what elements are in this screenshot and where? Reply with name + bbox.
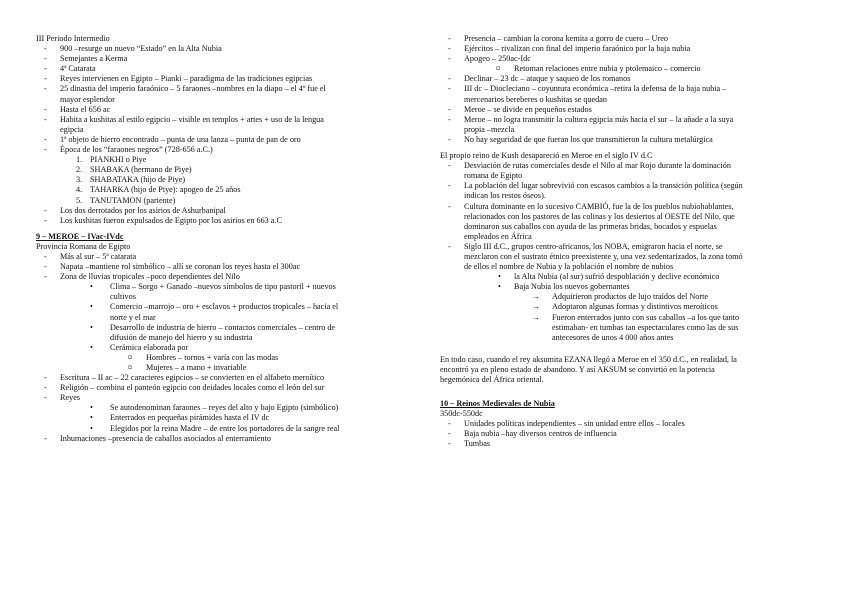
arrow-right-icon: → <box>532 312 541 322</box>
list-item: - III dc – Diocleciano – coyuntura económica –retira la defensa de la baja nubia – <box>440 84 812 94</box>
ceramica-item: ¤ Hombres – tornos + varía con las modas <box>128 352 279 362</box>
bullet-continuation: difusión de manejo del hierro y su industria <box>110 332 253 342</box>
list-item: - Más al sur – 5ª catarata <box>36 252 408 262</box>
ceramica-item: ¤ Mujeres – a mano + invariable <box>128 363 247 372</box>
gobernantes-item: → Adquirieron productos de lujo traídos del Norte <box>532 292 708 302</box>
pharaoh-item: 1. PIANKHI o Piye <box>76 155 147 165</box>
bullet-continuation: norte y el mar <box>110 312 156 322</box>
list-item: - Baja nubia –hay diversos centros de influencia <box>440 429 812 439</box>
section-10-title: 10 – Reinos Medievales de Nubia <box>440 399 555 409</box>
bullet-item: • Desarrollo de industria de hierro – contactos comerciales – centro de <box>36 323 408 333</box>
arrow-right-icon: → <box>532 302 541 312</box>
list-item: - Napata –mantiene rol simbólico – allí se coronan los reyes hasta el 300ac <box>36 262 408 272</box>
kush-intro: El propio reino de Kush desapareció en Meroe en el siglo IV d.C <box>440 151 653 161</box>
list-item: - Inhumaciones –presencia de caballos asociados al enterramiento <box>36 434 408 444</box>
bullet-item: • Clima – Sorgo + Ganado –nuevos símbolos de tipo pastoril + nuevos <box>36 282 408 292</box>
ezana-paragraph-line: En todo caso, cuando el rey aksumita EZANA llegó a Meroe en el 350 d.C., en realidad, la <box>440 354 737 364</box>
sub-item: ¤ Retoman relaciones entre nubia y ptolemaico – comercio <box>496 64 701 74</box>
arrow-bullet-icon: ¤ <box>128 352 133 362</box>
list-item: - No hay seguridad de que fueran los que transmitieron la cultura metalúrgica <box>440 135 812 145</box>
list-item-continuation: mezclaron con el sustrato étnico preexistente y, una vez sedentarizados, la zona tomó <box>464 251 743 261</box>
list-item: - 25 dinastia del imperio faraónico – 5 faraones –nombres en la diapo – el 4º fue el <box>36 84 408 94</box>
list-item: - Cultura dominante en lo sucesivo CAMBIÓ, fue la de los pueblos nubiohablantes, <box>440 202 812 212</box>
pharaoh-item: 4. TAHARKA (hijo de Piye): apogeo de 25 años <box>76 185 241 195</box>
list-item: - Tumbas <box>440 439 812 449</box>
list-item: - Reyes intervienen en Egipto – Pianki – paradigma de las tradiciones egipcias <box>36 74 408 84</box>
list-item-continuation: dominaron sus caballos con ayuda de las primeras bridas, bocados y espuelas <box>464 221 717 231</box>
ezana-paragraph-line: hegemónica del África oriental. <box>440 375 544 384</box>
list-item: - Ejércitos – rivalizan con final del imperio faraónico por la baja nubia <box>440 44 812 54</box>
list-item-continuation: egipcia <box>60 124 84 134</box>
bullet-continuation: cultivos <box>110 292 136 302</box>
list-item-continuation: relacionados con los pastores de las colinas y los desiertos al OESTE del Nilo, que <box>464 211 735 221</box>
list-item-continuation: mercenarios bereberes o kushitas se quedan <box>464 94 607 104</box>
section-9-title: 9 – MEROE – IVac-IVdc <box>36 231 124 241</box>
bullet-item: • Enterrados en pequeñas pirámides hasta el IV dc <box>36 413 408 423</box>
list-item: - Época de los “faraones negros” (728-656 a.C.) <box>36 145 408 155</box>
bullet-item: • Cerámica elaborada por <box>36 343 408 353</box>
list-item: - Reyes <box>36 393 408 403</box>
list-item: - Unidades políticas independientes – sin unidad entre ellos – locales <box>440 419 812 429</box>
gobernantes-continuation: estimaban- en tumbas tan espectaculares como las de sus <box>552 322 739 332</box>
pharaoh-item: 2. SHABAKA (hermano de Piye) <box>76 165 192 175</box>
gobernantes-continuation: antecesores de unos 4 000 años antes <box>552 332 674 342</box>
list-item-continuation: de ellos el nombre de Nubia y la población el nombre de nubios <box>464 262 674 272</box>
list-item: - Habita a kushitas al estilo egipcio – visible en templos + artes + uso de la lengua <box>36 115 408 125</box>
left-column <box>36 34 408 444</box>
list-item: - Los dos derrotados por los asirios de Ashurbanipal <box>36 206 408 216</box>
list-item: - Meroe – no logra transmitir la cultura egipcia más hacia el sur – la añade a la suya <box>440 115 812 125</box>
list-item-continuation: mayor esplendor <box>60 94 115 104</box>
list-item: - Meroe – se divide en pequeños estados <box>440 105 812 115</box>
list-item: - Los kushitas fueron expulsados de Egipto por los asirios en 663 a.C <box>36 216 408 226</box>
pharaoh-item: 5. TANUTAMON (pariente) <box>76 195 176 205</box>
list-item: - 900 –resurge un nuevo “Estado” en la Alta Nubia <box>36 44 408 54</box>
list-item: - Escritura – II ac – 22 caracteres egipcios – se convierten en el alfabeto meroítico <box>36 373 408 383</box>
list-item: - Apogeo – 250ac-Idc <box>440 54 812 64</box>
gobernantes-item: → Adoptaron algunas formas y distintivos meroíticos <box>532 302 718 312</box>
arrow-right-icon: → <box>532 292 541 302</box>
bullet-item: • la Alta Nubia (al sur) sufrió despoblación y declive económico <box>440 272 812 282</box>
list-item: - Religión – combina el panteón egipcio con deidades locales como el león del sur <box>36 383 408 393</box>
list-item: - Presencia – cambian la corona kemita a gorro de cuero – Ureo <box>440 34 812 44</box>
list-item: - 1ª objeto de hierro encontrado – punta de una lanza – punta de pan de oro <box>36 135 408 145</box>
list-item: - Hasta el 656 ac <box>36 105 408 115</box>
pharaoh-item: 3. SHABATAKA (hijo de Piye) <box>76 175 186 185</box>
list-item-continuation: romana de Egipto <box>464 171 523 181</box>
list-item: - Siglo III d.C., grupos centro-africanos, los NOBA, emigraron hacia el norte, se <box>440 242 812 252</box>
section-10-subtitle: 350dc-550dc <box>440 409 483 419</box>
bullet-item: • Baja Nubia los nuevos gobernantes <box>440 282 812 292</box>
arrow-bullet-icon: ¤ <box>496 64 501 74</box>
gobernantes-item: → Fueron enterrados junto con sus caballos –a los que tanto <box>532 312 740 322</box>
arrow-bullet-icon: ¤ <box>128 363 133 372</box>
list-item: - 4ª Catarata <box>36 64 408 74</box>
list-item-continuation: indican los restos óseos). <box>464 191 546 201</box>
list-item-continuation: propia –mezcla <box>464 124 515 134</box>
list-item: - Semejantes a Kerma <box>36 54 408 64</box>
list-item: - La población del lugar sobrevivió con escasos cambios a la transición política (según <box>440 181 812 191</box>
bullet-item: • Elegidos por la reina Madre – de entre los portadores de la sangre real <box>36 424 408 434</box>
bullet-item: • Comercio –marrojo – oro + esclavos + productos tropicales – hacia el <box>36 302 408 312</box>
section-3-title: III Periodo Intermedio <box>36 34 110 43</box>
list-item: - Zona de lluvias tropicales –poco dependientes del Nilo <box>36 272 408 282</box>
bullet-item: • Se autodenominan faraones – reyes del alto y bajo Egipto (simbólico) <box>36 403 408 413</box>
section-9-subtitle: Provincia Romana de Egipto <box>36 241 131 251</box>
list-item: - Declinar – 23 dc – ataque y saqueo de los romanos <box>440 74 812 84</box>
list-item-continuation: empleados en África <box>464 231 532 241</box>
right-column <box>440 34 812 450</box>
ezana-paragraph-line: encontró ya en pleno estado de abandono. Y así AKSUM se convirtió en la potencia <box>440 364 715 374</box>
list-item: - Desviación de rutas comerciales desde el Nilo al mar Rojo durante la dominación <box>440 161 812 171</box>
